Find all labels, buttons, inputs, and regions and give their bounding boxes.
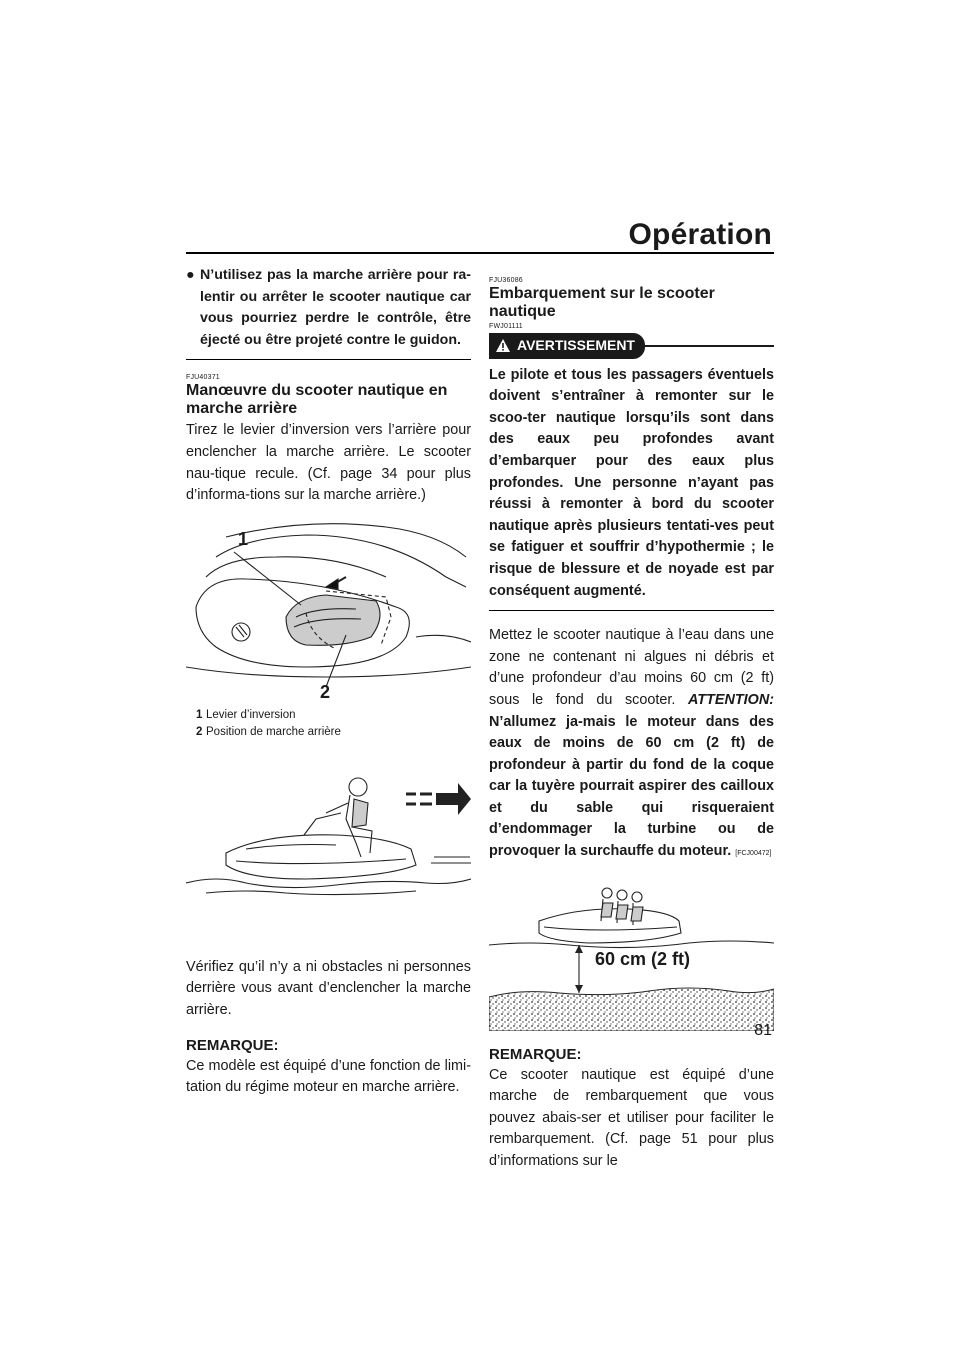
right-column — [489, 265, 774, 1173]
attention-text: N’allumez ja-mais le moteur dans des eaux de moins de 60 cm (2 ft) de profondeur à partir du fond de la coque car la tuyère pourrait aspirer des cailloux et du sable qui risqueraient d’endommager la turbine ou de provoquer la surchauffe du moteur. — [489, 713, 774, 860]
section-code: FJU40371 — [186, 374, 220, 382]
bullet-dot-icon: ● — [186, 267, 195, 283]
warning-code: FWJ01111 — [489, 323, 523, 330]
section-title-reverse: Manœuvre du scooter nautique en marche arrière — [186, 382, 448, 418]
section-code: FJU36086 — [489, 277, 523, 284]
legend-item: 2 Position de marche arrière — [196, 725, 341, 738]
remark-text: Ce scooter nautique est équipé d’une marche de rembarquement que vous pouvez abais-ser et utiliser pour faciliter le rembarquement. (Cf. page 51 pour plus d’informations sur le — [489, 1066, 774, 1170]
figure-callout-1: 1 — [238, 528, 249, 549]
reverse-paragraph: Tirez le levier d’inversion vers l’arrière pour enclencher la marche arrière. Le scooter nau-tique recule. (Cf. page 34 pour plus d’informa-tions sur la marche arrière.) — [186, 422, 471, 504]
launch-text: Mettez le scooter nautique à l’eau dans une zone ne contenant ni algues ni débris et d’une profondeur d’au moins 60 cm (2 ft) sous le fond du scooter. — [489, 627, 774, 708]
section-title-boarding: Embarquement sur le scooter nautique — [489, 285, 715, 320]
reverse-lever-drawing — [186, 517, 471, 707]
attention-code: [FCJ00472] — [735, 850, 772, 858]
launch-paragraph — [489, 625, 774, 865]
bullet-text: N’utilisez pas la marche arrière pour ra-lentir ou arrêter le scooter nautique car vous pourriez perdre le contrôle, être éjecté ou être projeté contre le guidon. — [200, 267, 471, 348]
figure-reverse-lever — [186, 517, 471, 707]
header-divider — [186, 252, 774, 254]
jetski-rider-drawing — [186, 753, 471, 943]
warning-rule — [645, 345, 774, 347]
figure-depth — [489, 881, 774, 1031]
warning-text: Le pilote et tous les passagers éventuels doivent s’entraîner à remonter sur le scoo-ter nautique lorsqu’ils sont dans des eaux peu profondes avant d’embarquer pour des eaux plus profondes. Une personne n’ayant pas réussi à remonter à bord du scooter nautique après plusieurs tentati-ves peut se fatiguer et souffrir d’hypothermie ; le risque de blessure et de noyade est par conséquent augmenté. — [489, 365, 774, 612]
warning-label: AVERTISSEMENT — [517, 337, 635, 353]
attention-label: ATTENTION: — [687, 691, 774, 708]
legend-item: 1 Levier d’inversion — [196, 708, 296, 721]
figure-rider-reverse — [186, 753, 471, 943]
page-number: 81 — [754, 1022, 772, 1039]
remark-title: REMARQUE: — [489, 1045, 582, 1063]
check-paragraph: Vérifiez qu’il n’y a ni obstacles ni personnes derrière vous avant d’enclencher la marche arrière. — [186, 958, 471, 1018]
warning-triangle-icon — [495, 338, 511, 353]
figure-callout-2: 2 — [320, 681, 331, 702]
warning-bullet — [186, 265, 471, 360]
figure-legend — [196, 707, 471, 741]
page-title: Opération — [628, 218, 772, 251]
remark-title: REMARQUE: — [186, 1036, 279, 1054]
remark-text: Ce modèle est équipé d’une fonction de limi-tation du régime moteur en marche arrière. — [186, 1057, 471, 1096]
left-column — [186, 265, 471, 1099]
warning-header — [489, 333, 774, 359]
warning-badge — [489, 333, 645, 359]
depth-label: 60 cm (2 ft) — [595, 948, 691, 969]
